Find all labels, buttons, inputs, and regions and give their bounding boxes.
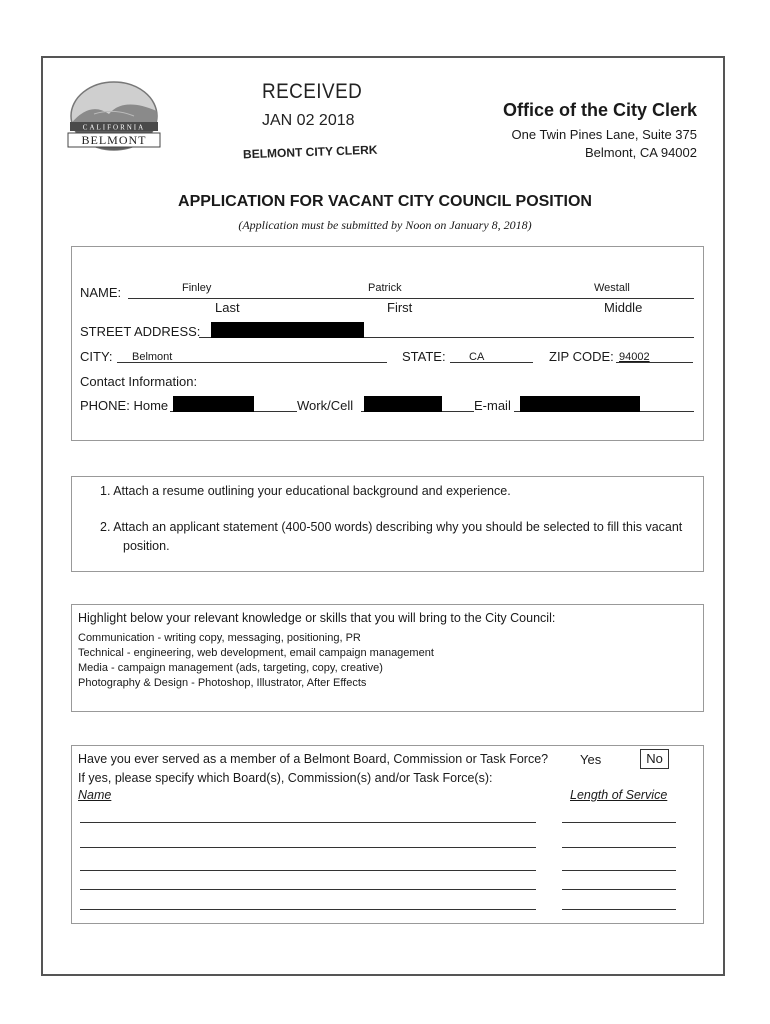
yes-option[interactable]: Yes — [580, 752, 602, 767]
no-option-selected[interactable]: No — [640, 749, 669, 769]
state-value: CA — [469, 351, 485, 363]
email-label: E-mail — [474, 398, 511, 413]
middle-name-value: Westall — [594, 282, 630, 294]
service-name-line[interactable] — [80, 909, 536, 910]
form-subtitle: (Application must be submitted by Noon on January 8, 2018) — [238, 218, 532, 232]
zip-label: ZIP CODE: — [549, 349, 614, 364]
instruction-statement: 2. Attach an applicant statement (400-500 words) describing why you should be selected to fill this vacant — [100, 520, 683, 534]
logo-state-text: CALIFORNIA — [82, 123, 146, 132]
service-length-line[interactable] — [562, 870, 676, 871]
instruction-resume: 1. Attach a resume outlining your educational background and experience. — [100, 484, 511, 498]
last-name-value: Finley — [182, 282, 212, 294]
city-label: CITY: — [80, 349, 113, 364]
service-specify: If yes, please specify which Board(s), Commission(s) and/or Task Force(s): — [78, 771, 493, 785]
skill-line: Technical - engineering, web development, email campaign management — [78, 647, 434, 659]
service-length-line[interactable] — [562, 847, 676, 848]
service-name-line[interactable] — [80, 847, 536, 848]
instruction-statement-cont: position. — [123, 539, 170, 553]
received-date: JAN 02 2018 — [262, 112, 355, 129]
first-name-value: Patrick — [368, 282, 402, 294]
skill-line: Communication - writing copy, messaging, positioning, PR — [78, 632, 361, 644]
redacted-home-phone — [173, 396, 254, 412]
skills-prompt: Highlight below your relevant knowledge or skills that you will bring to the City Council: — [78, 611, 556, 625]
street-address-label: STREET ADDRESS: — [80, 324, 201, 339]
service-length-line[interactable] — [562, 889, 676, 890]
form-title: APPLICATION FOR VACANT CITY COUNCIL POSITION — [178, 193, 592, 210]
first-caption: First — [387, 300, 413, 315]
name-line[interactable] — [128, 298, 694, 299]
state-line[interactable] — [450, 362, 533, 363]
skill-line: Media - campaign management (ads, targeting, copy, creative) — [78, 662, 383, 674]
state-label: STATE: — [402, 349, 446, 364]
received-office: BELMONT CITY CLERK — [242, 142, 378, 162]
service-name-line[interactable] — [80, 822, 536, 823]
last-caption: Last — [215, 300, 240, 315]
office-address-line1: One Twin Pines Lane, Suite 375 — [511, 127, 697, 142]
received-stamp: RECEIVED — [262, 80, 363, 103]
zip-value: 94002 — [619, 351, 650, 363]
service-length-line[interactable] — [562, 822, 676, 823]
middle-caption: Middle — [604, 300, 643, 315]
service-length-line[interactable] — [562, 909, 676, 910]
work-cell-label: Work/Cell — [297, 398, 354, 413]
redacted-email — [520, 396, 640, 412]
service-name-line[interactable] — [80, 870, 536, 871]
belmont-seal-icon — [64, 78, 164, 152]
office-title: Office of the City Clerk — [502, 100, 697, 120]
length-column-header: Length of Service — [570, 788, 668, 802]
contact-info-label: Contact Information: — [80, 374, 198, 389]
service-name-line[interactable] — [80, 889, 536, 890]
city-value: Belmont — [132, 351, 173, 363]
skill-line: Photography & Design - Photoshop, Illustrator, After Effects — [78, 677, 367, 689]
redacted-work-phone — [364, 396, 442, 412]
logo-city-text: BELMONT — [81, 133, 147, 147]
name-label: NAME: — [80, 285, 122, 300]
phone-home-label: PHONE: Home — [80, 398, 169, 413]
office-address-line2: Belmont, CA 94002 — [584, 145, 697, 160]
redacted-street-address — [211, 322, 364, 338]
service-question: Have you ever served as a member of a Belmont Board, Commission or Task Force? — [78, 752, 549, 766]
name-column-header: Name — [78, 788, 112, 802]
